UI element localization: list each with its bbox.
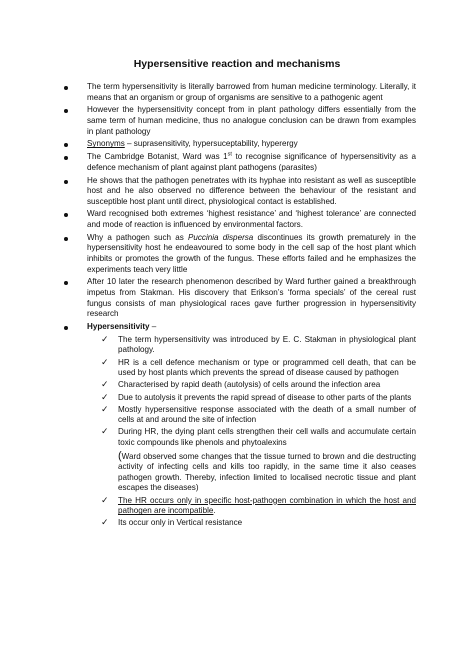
text-segment: Why a pathogen such as xyxy=(87,232,188,242)
text-segment: to recognise significance of hypersensitivity as a defence mechanism of plant against plant pathogens (parasites) xyxy=(87,152,416,172)
sub-list-item-text: Characterised by rapid death (autolysis) of cells around the infection area xyxy=(118,380,381,390)
list-item xyxy=(0,209,474,230)
species-name: Puccinia dispersa xyxy=(187,232,254,242)
sub-list-item xyxy=(0,427,474,448)
text-segment: – xyxy=(149,321,157,331)
list-item xyxy=(0,233,474,275)
list-item-text xyxy=(87,322,416,333)
bullet-list xyxy=(0,82,474,531)
bullet-icon xyxy=(64,281,68,285)
list-item-text xyxy=(87,152,416,173)
sub-list-item xyxy=(0,496,474,517)
period: . xyxy=(213,506,216,516)
bullet-icon xyxy=(64,109,68,113)
list-item-text: However the hypersensitivity concept from in plant pathology differs essentially from the same term of human medicine, thus no analogue conclusion can be drawn from examples in plant pathology xyxy=(87,105,416,136)
sub-list-item xyxy=(0,405,474,426)
checkmark-icon: ✓ xyxy=(101,495,109,506)
sub-list-item-text: HR is a cell defence mechanism or type or programmed cell death, that can be used by host plants which prevents the spread of disease caused by pathogen xyxy=(118,357,416,378)
list-item-text xyxy=(87,139,416,150)
list-item xyxy=(0,176,474,208)
checkmark-icon: ✓ xyxy=(101,392,109,403)
bullet-icon xyxy=(64,180,68,184)
close-paren: ) xyxy=(195,483,199,493)
checkmark-icon: ✓ xyxy=(101,380,109,391)
list-item xyxy=(0,277,474,319)
sub-list-item-text: During HR, the dying plant cells strengthen their cell walls and accumulate certain toxic compounds like phenols and phytoalexins xyxy=(118,427,416,448)
open-paren: ( xyxy=(118,449,122,462)
superscript: st xyxy=(227,151,232,158)
list-item xyxy=(0,82,474,103)
sub-list-item xyxy=(0,380,474,391)
sub-list-item xyxy=(0,518,474,529)
text-segment: The Cambridge Botanist, Ward was 1 xyxy=(87,152,228,162)
synonyms-text: – suprasensitivity, hypersuceptability, hyperergy xyxy=(124,139,298,149)
list-item-text: The term hypersensitivity is literally barrowed from human medicine terminology. Literally, it means that an organism or group of organisms are sensitive to a pathogenic agent xyxy=(87,82,416,102)
checkmark-icon: ✓ xyxy=(101,404,109,415)
underlined-text: The HR occurs only in specific host-pathogen combination in which the host and pathogen are incompatible xyxy=(118,495,416,516)
checkmark-icon: ✓ xyxy=(101,518,109,529)
bullet-icon xyxy=(64,213,68,217)
bullet-icon xyxy=(64,237,68,241)
ward-note xyxy=(0,451,474,494)
checkmark-icon: ✓ xyxy=(101,427,109,438)
section-heading: Hypersensitivity xyxy=(87,321,150,331)
list-item xyxy=(0,322,474,333)
sub-list-item xyxy=(0,393,474,404)
bullet-icon xyxy=(64,156,68,160)
bullet-icon xyxy=(64,326,68,330)
sub-list-item-text: Due to autolysis it prevents the rapid spread of disease to other parts of the plants xyxy=(118,392,412,402)
list-item-text: After 10 later the research phenomenon described by Ward further gained a breakthrough impetus from Stakman. His discovery that Erikson’s ‘forma specials’ of the cereal rust fungus consists of man physiological races gave further progression in hypersensitivity research xyxy=(87,277,416,319)
list-item-text: Ward recognised both extremes ‘highest resistance’ and ‘highest tolerance’ are connected and mode of reaction is influenced by environmental factors. xyxy=(87,209,416,230)
checkmark-icon: ✓ xyxy=(101,334,109,345)
list-item xyxy=(0,105,474,137)
list-item-text xyxy=(87,233,416,275)
sub-list-item-text xyxy=(118,496,416,517)
checkmark-icon: ✓ xyxy=(101,357,109,368)
text-segment: discontinues its growth prematurely in the hypersensitivity host he endeavoured to some body in the cell sap of the host plant which inhibits or promotes the growth of the fungus. These efforts failed and he emphasizes the experiments teach very little xyxy=(87,232,416,274)
document-title: Hypersensitive reaction and mechanisms xyxy=(133,58,341,70)
synonyms-label: Synonyms xyxy=(87,139,125,149)
ward-note-text xyxy=(118,451,416,494)
list-item xyxy=(0,152,474,173)
sub-list-item xyxy=(0,358,474,379)
sub-list-item-text: The term hypersensitivity was introduced by E. C. Stakman in physiological plant pathology. xyxy=(118,334,416,355)
bullet-icon xyxy=(64,86,68,90)
list-item-text: He shows that the pathogen penetrates with its hyphae into resistant as well as susceptible host and he also observed no difference between the behaviour of the resistant and susceptible host plant until direct, physiological contact is established. xyxy=(87,175,416,206)
list-item xyxy=(0,139,474,150)
sub-list-item-text: Mostly hypersensitive response associated with the death of a small number of cells at and around the site of infection xyxy=(118,404,416,425)
sub-list-item-text: Its occur only in Vertical resistance xyxy=(118,518,243,528)
bullet-icon xyxy=(64,143,68,147)
note-body: Ward observed some changes that the tissue turned to brown and die destructing activity of infecting cells and kills too rapidly, in the same time it also ceases pathogen growth. Thereby, infection limited to localised necrotic tissue and plant escapes the diseases xyxy=(118,451,416,493)
sub-list-item xyxy=(0,335,474,356)
